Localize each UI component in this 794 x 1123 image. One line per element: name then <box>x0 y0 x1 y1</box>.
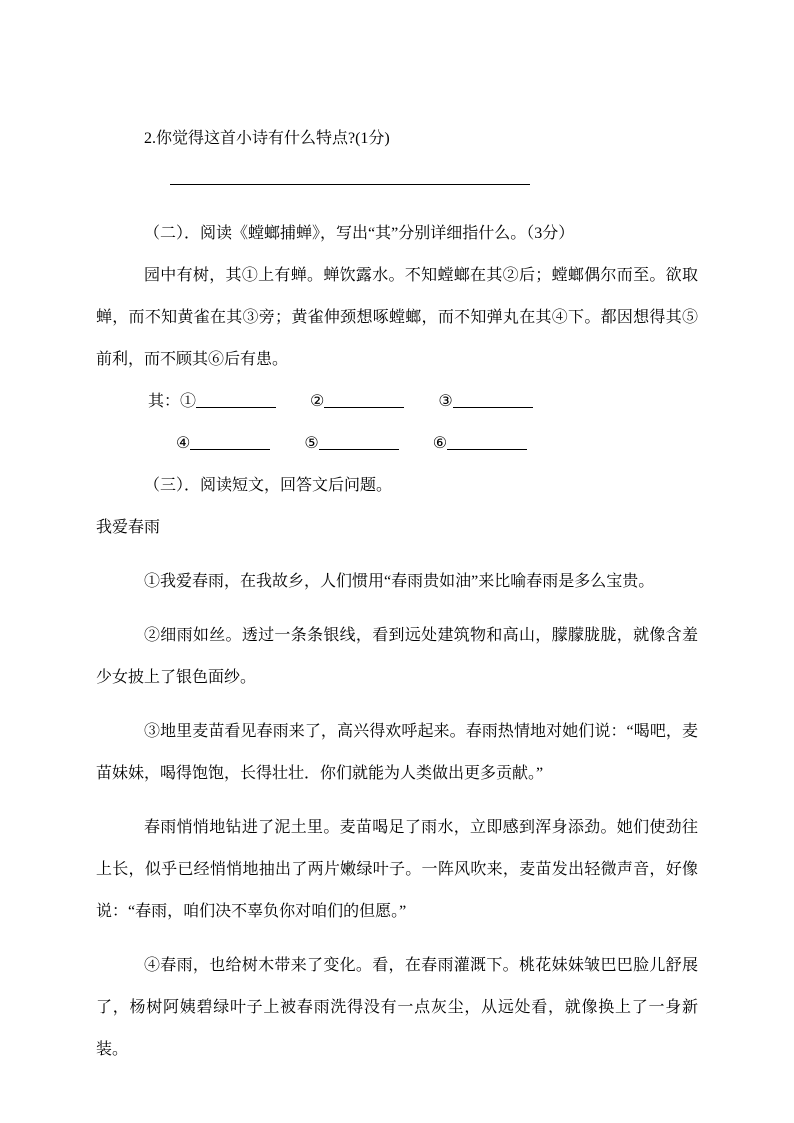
blank-label-2: ② <box>310 393 325 410</box>
question-2: 2.你觉得这首小诗有什么特点?(1分) <box>144 130 390 147</box>
blanks-row-2 <box>96 423 698 465</box>
essay-title: 我爱春雨 <box>96 519 161 536</box>
essay-paragraph-5: ④春雨，也给树木带来了变化。看，在春雨灌溉下。桃花妹妹皱巴巴脸儿舒展了，杨树阿姨碧绿叶子上被春雨洗得没有一点灰尘，从远处看，就像换上了一身新装。 <box>96 957 698 1058</box>
blank-line-3[interactable] <box>453 394 533 408</box>
blank-line-1[interactable] <box>196 394 276 408</box>
essay-paragraph-3: ③地里麦苗看见春雨来了，高兴得欢呼起来。春雨热情地对她们说：“喝吧，麦苗妹妹，喝得饱饱，长得壮壮．你们就能为人类做出更多贡献。” <box>96 723 698 782</box>
blank-label-6: ⑥ <box>432 435 448 452</box>
blank-line-6[interactable] <box>447 436 527 450</box>
essay-paragraph-2: ②细雨如丝。透过一条条银线，看到远处建筑物和高山，朦朦胧胧，就像含羞少女披上了银色面纱。 <box>96 627 698 686</box>
blank-label-3: ③ <box>438 393 453 410</box>
section-2-heading: （二）．阅读《螳螂捕蝉》，写出“其”分别详细指什么。（3分） <box>144 225 575 242</box>
answer-line-row <box>96 184 698 185</box>
section-3-heading: （三）．阅读短文，回答文后问题。 <box>144 477 393 494</box>
blank-line-5[interactable] <box>319 436 399 450</box>
blanks-row-1 <box>96 381 698 423</box>
blank-group-1 <box>148 393 276 410</box>
mantis-cicada-passage: 园中有树，其①上有蝉。蝉饮露水。不知螳螂在其②后；螳螂偶尔而至。欲取蝉，而不知黄雀在其③旁；黄雀伸颈想啄螳螂，而不知弹丸在其④下。都因想得其⑤前利，而不顾其⑥后有患。 <box>96 267 698 368</box>
essay-paragraph-4: 春雨悄悄地钻进了泥土里。麦苗喝足了雨水，立即感到浑身添劲。她们使劲往上长，似乎已经悄悄地抽出了两片嫩绿叶子。一阵风吹来，麦苗发出轻微声音，好像说：“春雨，咱们决不辜负你对咱们的但愿。” <box>96 819 698 920</box>
essay-paragraph-1: ①我爱春雨，在我故乡，人们惯用“春雨贵如油”来比喻春雨是多么宝贵。 <box>144 573 655 590</box>
blank-label-5: ⑤ <box>304 435 319 452</box>
blank-group-6 <box>433 435 527 452</box>
blank-line-4[interactable] <box>190 436 270 450</box>
blank-group-3 <box>438 393 532 410</box>
blank-line-2[interactable] <box>324 394 404 408</box>
blank-group-2 <box>310 393 404 410</box>
blank-label-4: ④ <box>176 435 191 452</box>
blank-label-1: 其：① <box>148 393 197 410</box>
blank-group-5 <box>304 435 398 452</box>
blank-group-4 <box>176 435 270 452</box>
answer-blank-line[interactable] <box>170 184 530 185</box>
